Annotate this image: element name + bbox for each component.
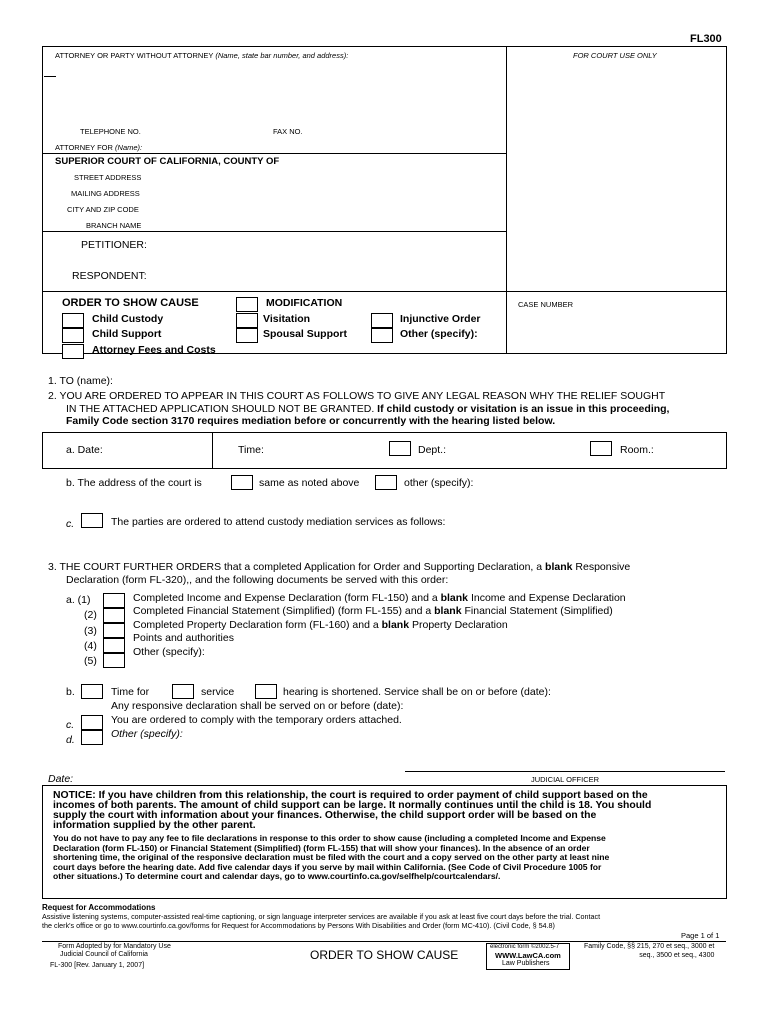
fax-label: FAX NO. — [273, 127, 303, 136]
divider — [212, 432, 213, 468]
publishers-label: Law Publishers — [502, 960, 550, 967]
room-checkbox[interactable] — [590, 441, 612, 456]
service-checkbox[interactable] — [172, 684, 194, 699]
order-title: ORDER TO SHOW CAUSE — [62, 297, 199, 309]
other-specify-label: Other (specify): — [400, 328, 478, 340]
other-orders-checkbox[interactable] — [81, 730, 103, 745]
other-address-checkbox[interactable] — [375, 475, 397, 490]
respondent-label: RESPONDENT: — [72, 270, 147, 282]
room-label: Room.: — [620, 444, 654, 456]
notice-body: You do not have to pay any fee to file declarations in response to this order to show cause (including a completed Income and Expense Declaration (form FL-150) or Financial Statement (Simplified) (form FL-155) that will show your finances). In the absence of an order shortening time, the original of the responsive declaration must be filed with the court and a copy served on the other party at least nine court days before the hearing date. Add five calendar days if you serve by mail within California. (See Code of Civil Procedure 1005 for other situations.) To determine court and calendar days, go to www.courtinfo.ca.gov/selfhelp/courtcalendars/. — [53, 833, 610, 882]
item-3-label: Completed Property Declaration form (FL-160) and a blank Property Declaration — [133, 619, 508, 631]
footer-title: ORDER TO SHOW CAUSE — [310, 948, 459, 962]
divider — [42, 231, 507, 232]
court-title: SUPERIOR COURT OF CALIFORNIA, COUNTY OF — [55, 156, 280, 167]
same-as-noted-label: same as noted above — [259, 477, 360, 489]
attorney-for-label: ATTORNEY FOR (Name): — [55, 143, 143, 152]
visitation-label: Visitation — [263, 313, 311, 325]
time-for-label: Time for — [111, 686, 150, 698]
item-1-checkbox[interactable] — [103, 593, 125, 608]
c-temp-label: c. — [66, 719, 75, 731]
court-address-label: b. The address of the court is — [66, 477, 202, 489]
section3-line1: 3. THE COURT FURTHER ORDERS that a completed Application for Order and Supporting Declaration, a blank Responsive — [48, 561, 631, 573]
item-4-number: (4) — [84, 640, 97, 652]
judicial-officer-label: JUDICIAL OFFICER — [531, 775, 600, 784]
time-shortened-checkbox[interactable] — [81, 684, 103, 699]
footer-left: Form Adopted by for Mandatory Use Judicial Council of California FL-300 [Rev. January 1, 2007] — [50, 943, 171, 969]
date-signature-label: Date: — [48, 773, 74, 785]
temp-orders-label: You are ordered to comply with the temporary orders attached. — [111, 714, 402, 726]
modification-label: MODIFICATION — [266, 297, 343, 309]
child-custody-checkbox[interactable] — [62, 313, 84, 328]
item-4-checkbox[interactable] — [103, 638, 125, 653]
shortened-label: hearing is shortened. Service shall be on or before (date): — [283, 686, 551, 698]
case-number-field[interactable] — [510, 312, 720, 348]
time-label: Time: — [238, 444, 264, 456]
notice-heading: NOTICE: If you have children from this relationship, the court is required to order payment of child support based on the incomes of both parents. The amount of child support can be large. It normally continues until the child is 18. You should supply the court with information about your finances. Otherwise, the child support order will be based on the information supplied by the other parent. — [53, 790, 652, 831]
spousal-support-label: Spousal Support — [263, 328, 347, 340]
branch-name-label: BRANCH NAME — [86, 221, 142, 230]
item-5-label: Other (specify): — [133, 646, 205, 658]
case-number-label: CASE NUMBER — [518, 300, 574, 309]
child-support-checkbox[interactable] — [62, 328, 84, 343]
date-label: a. Date: — [66, 444, 103, 456]
c-label: c. — [66, 518, 75, 530]
attorney-fees-label: Attorney Fees and Costs — [92, 344, 216, 356]
hearing-checkbox[interactable] — [255, 684, 277, 699]
electronic-form-label: electronic form ©2002.5-7 — [490, 944, 560, 950]
telephone-label: TELEPHONE NO. — [80, 127, 141, 136]
modification-checkbox[interactable] — [236, 297, 258, 312]
injunctive-order-checkbox[interactable] — [371, 313, 393, 328]
form-number: FL300 — [690, 33, 722, 45]
item-2-checkbox[interactable] — [103, 608, 125, 623]
mediation-checkbox[interactable] — [81, 513, 103, 528]
service-label: service — [201, 686, 235, 698]
item-3-number: (3) — [84, 625, 97, 637]
page-number: Page 1 of 1 — [681, 931, 720, 940]
court-use-only: FOR COURT USE ONLY — [573, 51, 657, 60]
section2-line3: Family Code section 3170 requires mediation before or concurrently with the hearing listed below. — [66, 415, 556, 427]
other-orders-label: Other (specify): — [111, 728, 183, 740]
section3-line2: Declaration (form FL-320),, and the following documents be served with this order: — [66, 574, 449, 586]
other-address-label: other (specify): — [404, 477, 474, 489]
item-2-label: Completed Financial Statement (Simplified) (form FL-155) and a blank Financial Statement (Simplified) — [133, 605, 613, 617]
b-label: b. — [66, 686, 75, 698]
attorney-label: ATTORNEY OR PARTY WITHOUT ATTORNEY (Name, state bar number, and address): — [55, 51, 349, 60]
item-5-checkbox[interactable] — [103, 653, 125, 668]
item-3-checkbox[interactable] — [103, 623, 125, 638]
injunctive-order-label: Injunctive Order — [400, 313, 481, 325]
item-2-number: (2) — [84, 609, 97, 621]
divider — [42, 291, 726, 292]
spousal-support-checkbox[interactable] — [236, 328, 258, 343]
d-label: d. — [66, 734, 75, 746]
item-4-label: Points and authorities — [133, 632, 234, 644]
lawca-link[interactable]: WWW.LawCA.com — [495, 951, 561, 960]
court-use-divider — [506, 46, 507, 353]
judicial-signature-line[interactable] — [405, 771, 725, 772]
street-address-label: STREET ADDRESS — [74, 173, 142, 182]
accommodations-text: Assistive listening systems, computer-assisted real-time captioning, or sign language interpreter services are available if you ask at least five court days before the trial. Contact the clerk's office or go to www.courtinfo.ca.gov/forms for Request for Accommodations by Persons With Disabilities and Order (form MC-410). (Civil Code, § 54.8) — [42, 912, 601, 930]
section2-line2: IN THE ATTACHED APPLICATION SHOULD NOT BE GRANTED. If child custody or visitation is an issue in this proceeding, — [66, 403, 670, 415]
item-5-number: (5) — [84, 655, 97, 667]
attorney-name-field[interactable] — [58, 62, 498, 120]
attorney-dash — [44, 76, 56, 77]
mediation-label: The parties are ordered to attend custody mediation services as follows: — [111, 516, 446, 528]
temp-orders-checkbox[interactable] — [81, 715, 103, 730]
same-as-noted-checkbox[interactable] — [231, 475, 253, 490]
dept-label: Dept.: — [418, 444, 447, 456]
item-a1-number: a. (1) — [66, 594, 91, 606]
child-support-label: Child Support — [92, 328, 162, 340]
mailing-address-label: MAILING ADDRESS — [71, 189, 140, 198]
child-custody-label: Child Custody — [92, 313, 164, 325]
dept-checkbox[interactable] — [389, 441, 411, 456]
city-zip-label: CITY AND ZIP CODE — [67, 205, 139, 214]
accommodations-title: Request for Accommodations — [42, 903, 156, 912]
responsive-label: Any responsive declaration shall be served on or before (date): — [111, 700, 404, 712]
to-name-label: 1. TO (name): — [48, 375, 113, 387]
divider — [42, 153, 507, 154]
attorney-fees-checkbox[interactable] — [62, 344, 84, 359]
other-specify-checkbox[interactable] — [371, 328, 393, 343]
petitioner-label: PETITIONER: — [81, 239, 147, 251]
item-1-label: Completed Income and Expense Declaration (form FL-150) and a blank Income and Expense Declaration — [133, 592, 626, 604]
footer-code: Family Code, §§ 215, 270 et seq., 3000 et seq., 3500 et seq., 4300 — [584, 943, 715, 959]
visitation-checkbox[interactable] — [236, 313, 258, 328]
section2-line1: 2. YOU ARE ORDERED TO APPEAR IN THIS COURT AS FOLLOWS TO GIVE ANY LEGAL REASON WHY THE RELIEF SOUGHT — [48, 390, 666, 402]
